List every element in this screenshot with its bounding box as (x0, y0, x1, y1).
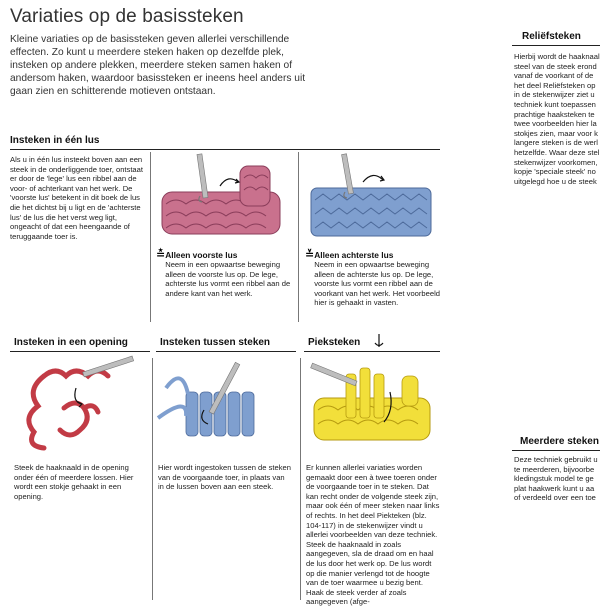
blue-stitch-swatch (311, 188, 431, 236)
back-loop-symbol-icon: ≚ (305, 249, 315, 261)
front-loop-illustration (156, 152, 291, 242)
relief-line: techniek kunt toepassen (514, 99, 596, 109)
legend-back-text: Neem in een opwaartse beweging alleen de achterste lus op. De lege, voorste lus vormt een ribbel aan de voorkant van het werk. Het voorbeeld hier is gehaakt in vasten. (314, 260, 441, 308)
section-rule-pieksteken (304, 351, 440, 352)
section-rule-opening (10, 351, 150, 352)
front-loop-symbol-icon: ≛ (156, 249, 166, 261)
relief-line: hetzelfde. Waar deze stel (514, 147, 600, 157)
section-heading-pieksteken: Pieksteken (308, 337, 361, 348)
section-rule-een-lus (10, 149, 440, 150)
spike-text: Er kunnen allerlei variaties worden gemaakt door een à twee toeren onder de voorgaande toer in te steken. Dat kan recht onder de volgende steek zijn, maar ook één of meer steken naar links of rechts. In het deel Piekteken (blz. 104-117) in de stekenwijzer vindt u allerlei voorbeelden van deze techniek. Steek de haaknaald in zoals aangegeven, sla de draad om en haal de lus door het werk op. De lus wordt op die manier verlengd tot de hoogte van de toer waarmee u bezig bent. Haak de steek verder af zoals aangegeven (afge- (306, 463, 440, 607)
column-divider (152, 358, 153, 600)
back-loop-illustration (305, 152, 440, 242)
relief-line: het deel Reliëfsteken op (514, 80, 596, 90)
section-rule-tussen (156, 351, 296, 352)
intro-paragraph: Kleine variaties op de basissteken geven allerlei verschillende effecten. Zo kunt u meerdere steken haken op dezelfde plek, insteken op andere plekken, meerdere steken samen haken of andersom haken, waardoor basissteken er ineens heel anders uit gaan zien en schitterende motieven ontstaan. (10, 34, 306, 97)
een-lus-text: Als u in één lus insteekt boven aan een steek in de onderliggende toer, ontstaat er door de 'lege' lus een ribbel aan de voor- of achterkant van het werk. De 'voorste lus' betekent in dit boek de lus die het dichtst bij u ligt en de 'achterste lus' de lus die het verst weg ligt, ongeacht of dat een heengaande of teruggaande toer is. (10, 155, 143, 241)
between-stitches-illustration (156, 358, 296, 453)
legend-front-text: Neem in een opwaartse beweging alleen de voorste lus op. De lege, achterste lus vormt een ribbel aan de andere kant van het werk. (165, 260, 291, 298)
spike-stitch-symbol-icon (372, 333, 386, 349)
meerdere-line: kledingstuk model te ge (514, 474, 594, 484)
pink-stitch-swatch (162, 166, 280, 234)
meerdere-text (514, 455, 600, 503)
page-title: Variaties op de basissteken (10, 6, 244, 27)
section-heading-meerdere: Meerdere steken (520, 436, 599, 447)
red-chain-loops (29, 371, 108, 448)
meerdere-line: plat haakwerk kunt u aa (514, 483, 595, 493)
section-heading-een-lus: Insteken in één lus (10, 135, 100, 146)
relief-line: langere steken is de werl (514, 138, 598, 148)
opening-illustration (14, 358, 144, 453)
legend-back-title: Alleen achterste lus (314, 250, 394, 260)
between-text: Hier wordt ingestoken tussen de steken van de voorgaande toer, in plaats van in de lussen boven aan een steek. (158, 463, 291, 492)
relief-line: stekenwijzer voorkomen, (514, 157, 598, 167)
relief-line: vanaf de voorkant of de (514, 71, 594, 81)
relief-line: twee voorbeelden hier la (514, 119, 597, 129)
meerdere-line: of verdeeld over een toe (514, 493, 596, 503)
legend-back-loop (305, 250, 445, 308)
relief-line: stokjes zien, maar voor k (514, 128, 598, 138)
legend-front-title: Alleen voorste lus (165, 250, 238, 260)
arrow-icon (363, 175, 383, 182)
opening-text: Steek de haaknaald in de opening onder één of meerdere lossen. Hier wordt een stokje gehaakt in een opening. (14, 463, 134, 501)
column-divider (150, 152, 151, 322)
relief-line: in de stekenwijzer ziet u (514, 90, 595, 100)
yellow-stitch-swatch (314, 368, 430, 440)
relief-text (514, 52, 600, 186)
section-rule-meerdere (512, 450, 600, 451)
section-heading-opening: Insteken in een opening (14, 337, 128, 348)
relief-line: prachtige haaksteken te (514, 109, 595, 119)
relief-line: steel van de steek erond (514, 61, 597, 71)
relief-line: uitgelegd hoe u de steek (514, 176, 597, 186)
column-divider (298, 152, 299, 322)
meerdere-line: te meerderen, bijvoorbe (514, 464, 595, 474)
section-heading-relief: Reliëfsteken (522, 31, 581, 42)
spike-stitch-illustration (306, 358, 440, 453)
meerdere-line: Deze techniek gebruikt u (514, 455, 598, 464)
section-rule-relief (512, 45, 600, 46)
relief-line: Hierbij wordt de haaknaal (514, 52, 600, 61)
relief-line: kopje 'speciale steek' no (514, 167, 596, 177)
column-divider (300, 358, 301, 600)
legend-front-loop (156, 250, 296, 298)
section-heading-tussen: Insteken tussen steken (160, 337, 271, 348)
